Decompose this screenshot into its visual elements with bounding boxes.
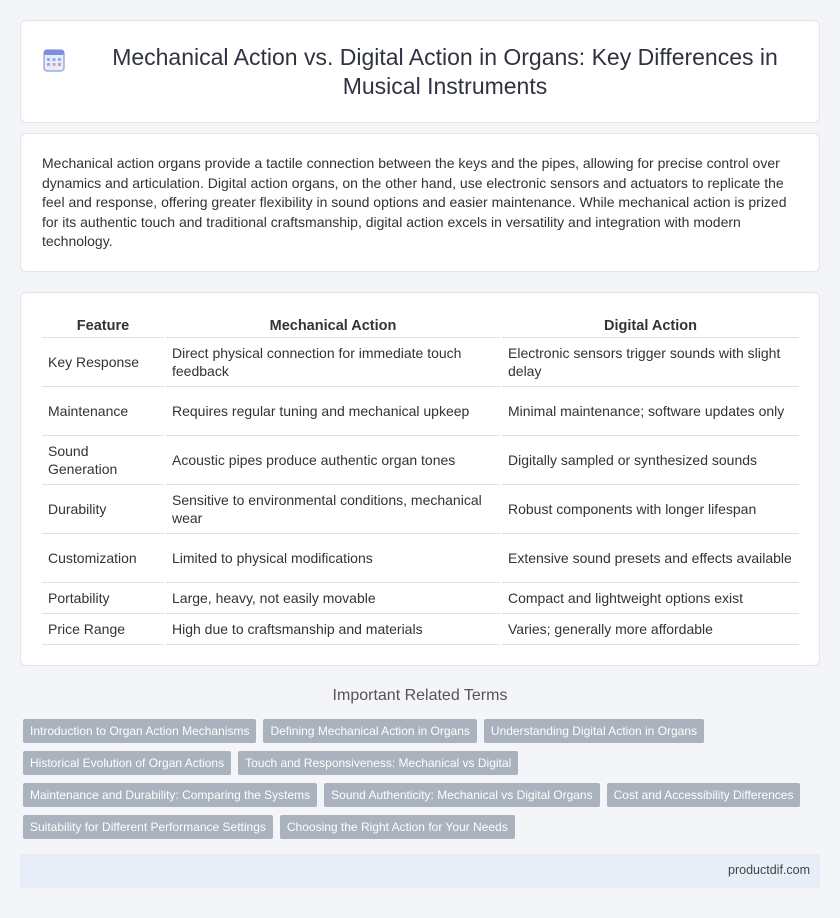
feature-cell: Price Range: [42, 613, 165, 644]
digital-cell: Digitally sampled or synthesized sounds: [501, 435, 799, 484]
mechanical-cell: Acoustic pipes produce authentic organ tones: [165, 435, 501, 484]
digital-cell: Extensive sound presets and effects available: [501, 533, 799, 582]
related-term-tag[interactable]: Defining Mechanical Action in Organs: [263, 719, 476, 743]
feature-cell: Key Response: [42, 337, 165, 386]
intro-card: [20, 133, 820, 272]
related-term-tag[interactable]: Understanding Digital Action in Organs: [484, 719, 704, 743]
table-row: [42, 484, 799, 533]
comparison-card: [20, 292, 820, 666]
feature-cell: Customization: [42, 533, 165, 582]
related-terms-title: Important Related Terms: [332, 687, 508, 704]
table-row: [42, 435, 799, 484]
related-term-tag[interactable]: Cost and Accessibility Differences: [607, 783, 801, 807]
related-term-tag[interactable]: Choosing the Right Action for Your Needs: [280, 815, 515, 839]
header-digital: Digital Action: [501, 315, 799, 337]
table-row: [42, 582, 799, 613]
table-row: [42, 613, 799, 644]
table-row: [42, 337, 799, 386]
table-header-row: [42, 315, 799, 337]
related-term-tag[interactable]: Suitability for Different Performance Settings: [23, 815, 273, 839]
footer-bar: [20, 854, 820, 888]
digital-cell: Electronic sensors trigger sounds with slight delay: [501, 337, 799, 386]
related-term-tag[interactable]: Sound Authenticity: Mechanical vs Digital Organs: [324, 783, 599, 807]
intro-paragraph: Mechanical action organs provide a tactile connection between the keys and the pipes, allowing for precise control over dynamics and articulation. Digital action organs, on the other hand, use electronic sensors and actuators to replicate the feel and response, offering greater flexibility in sound options and easier maintenance. While mechanical action is prized for its authentic touch and traditional craftsmanship, digital action excels in versatility and integration with modern technology.: [42, 155, 787, 249]
feature-cell: Portability: [42, 582, 165, 613]
mechanical-cell: Large, heavy, not easily movable: [165, 582, 501, 613]
related-term-tag[interactable]: Touch and Responsiveness: Mechanical vs Digital: [238, 751, 518, 775]
page-title: Mechanical Action vs. Digital Action in Organs: Key Differences in Musical Instruments: [112, 43, 778, 99]
digital-cell: Minimal maintenance; software updates only: [501, 386, 799, 435]
digital-cell: Robust components with longer lifespan: [501, 484, 799, 533]
mechanical-cell: Limited to physical modifications: [165, 533, 501, 582]
feature-cell: Maintenance: [42, 386, 165, 435]
related-term-tag[interactable]: Historical Evolution of Organ Actions: [23, 751, 231, 775]
feature-cell: Durability: [42, 484, 165, 533]
related-terms-list: [23, 719, 823, 847]
feature-cell: Sound Generation: [42, 435, 165, 484]
mechanical-cell: Requires regular tuning and mechanical upkeep: [165, 386, 501, 435]
header-mechanical: Mechanical Action: [165, 315, 501, 337]
mechanical-cell: Direct physical connection for immediate touch feedback: [165, 337, 501, 386]
digital-cell: Compact and lightweight options exist: [501, 582, 799, 613]
related-term-tag[interactable]: Introduction to Organ Action Mechanisms: [23, 719, 256, 743]
mechanical-cell: High due to craftsmanship and materials: [165, 613, 501, 644]
related-term-tag[interactable]: Maintenance and Durability: Comparing the Systems: [23, 783, 317, 807]
digital-cell: Varies; generally more affordable: [501, 613, 799, 644]
table-row: [42, 533, 799, 582]
header-feature: Feature: [42, 315, 165, 337]
header-card: [20, 20, 820, 123]
table-row: [42, 386, 799, 435]
footer-site-link[interactable]: productdif.com: [728, 863, 810, 877]
mechanical-cell: Sensitive to environmental conditions, mechanical wear: [165, 484, 501, 533]
comparison-table: [42, 315, 799, 645]
